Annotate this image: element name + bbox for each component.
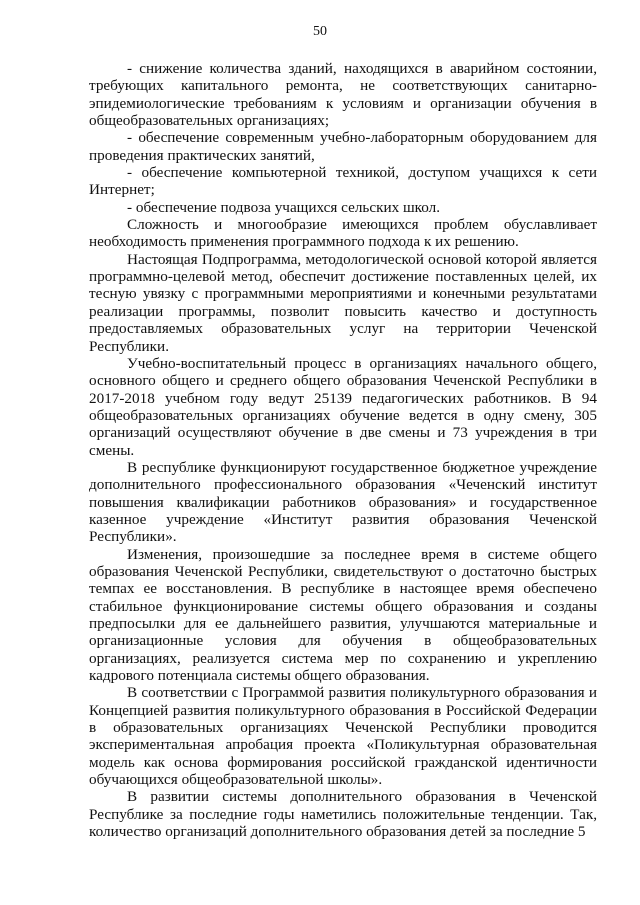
paragraph-multicultural: В соответствии с Программой развития поликультурного образования и Концепцией развития поликультурного образования в Российской Федерации в образовательных организациях Чеченской Республики проводится экспериментальная апробация проекта «Поликультурная образовательная модель как основа формирования российской гражданской идентичности обучающихся общеобразовательной школы». <box>89 684 597 789</box>
paragraph-complexity: Сложность и многообразие имеющихся проблем обуславливает необходимость применения программного подхода к их решению. <box>89 216 597 251</box>
paragraph-changes: Изменения, произошедшие за последнее время в системе общего образования Чеченской Республики, свидетельствуют о достаточно быстрых темпах ее восстановления. В республике в настоящее время обеспечено стабильное функционирование системы общего образования и созданы предпосылки для ее дальнейшего развития, улучшаются материальные и организационные условия для обучения в общеобразовательных организациях, реализуется система мер по сохранению и укреплению кадрового потенциала системы общего образования. <box>89 545 597 685</box>
paragraph-bullet-lab-equipment: - обеспечение современным учебно-лабораторным оборудованием для проведения практических занятий, <box>89 129 597 164</box>
paragraph-subprogram: Настоящая Подпрограмма, методологической основой которой является программно-целевой метод, обеспечит достижение поставленных целей, их тесную увязку с программными мероприятиями и конечными результатами реализации программы, позволит повысить качество и доступность предоставляемых образовательных услуг на территории Чеченской Республики. <box>89 250 597 355</box>
body-text <box>89 60 597 840</box>
paragraph-educational-process: Учебно-воспитательный процесс в организациях начального общего, основного общего и среднего общего образования Чеченской Республики в 2017-2018 учебном году ведут 25139 педагогических работников. В 94 общеобразовательных организациях обучение ведется в одну смену, 305 организаций осуществляют обучение в две смены и 73 учреждения в три смены. <box>89 354 597 459</box>
paragraph-bullet-buildings: - снижение количества зданий, находящихся в аварийном состоянии, требующих капитального ремонта, не соответствующих санитарно-эпидемиологические требованиям к условиям и организации обучения в общеобразовательных организациях; <box>89 60 597 130</box>
paragraph-bullet-transport: - обеспечение подвоза учащихся сельских школ. <box>127 198 441 216</box>
page-number: 50 <box>313 24 327 39</box>
paragraph-institutes: В республике функционируют государственное бюджетное учреждение дополнительного профессионального образования «Чеченский институт повышения квалификации работников образования» и государственное казенное учреждение «Институт развития образования Чеченской Республики». <box>89 458 597 546</box>
paragraph-bullet-computers: - обеспечение компьютерной техникой, доступом учащихся к сети Интернет; <box>89 164 597 199</box>
paragraph-additional-education: В развитии системы дополнительного образования в Чеченской Республике за последние годы наметились положительные тенденции. Так, количество организаций дополнительного образования детей за последние 5 <box>89 788 597 841</box>
